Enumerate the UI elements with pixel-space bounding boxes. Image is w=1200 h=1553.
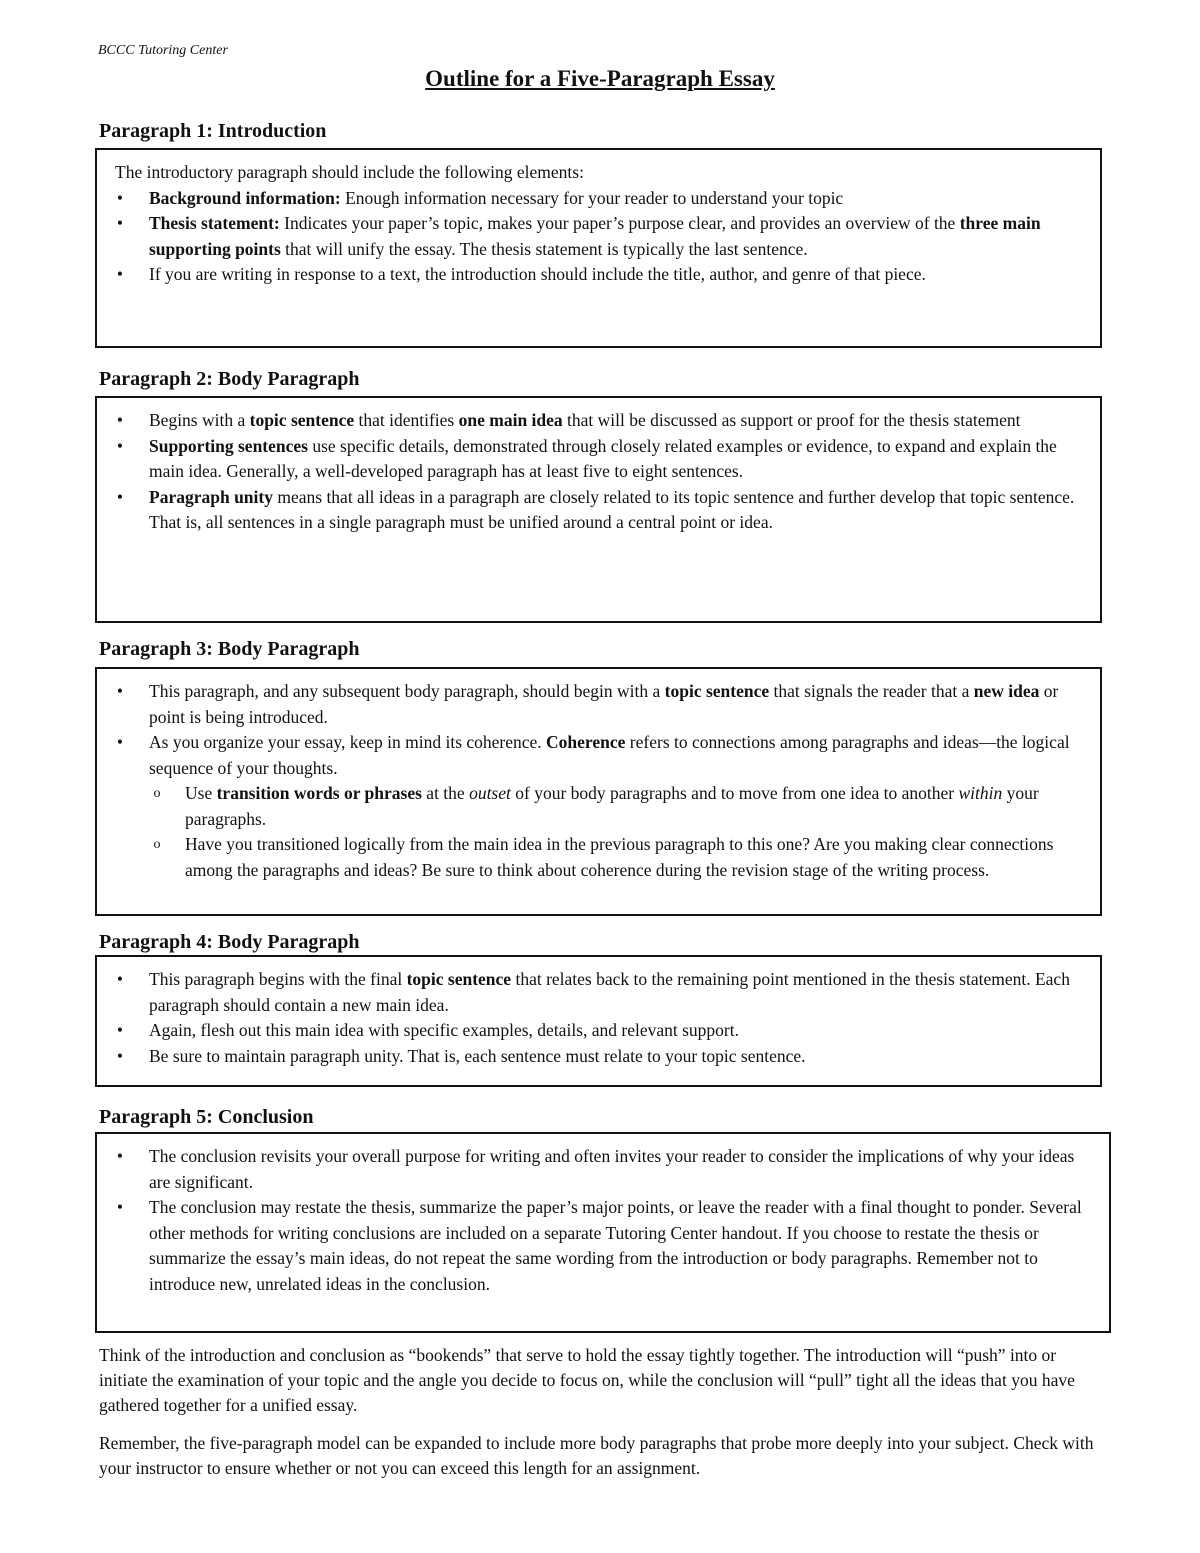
list-item bbox=[115, 1018, 1086, 1044]
bold-text: one main idea bbox=[458, 410, 563, 430]
bold-text: Coherence bbox=[546, 732, 626, 752]
text: The conclusion may restate the thesis, summarize the paper’s major points, or leave the reader with a final thought to ponder. Several other methods for writing conclusions are included on a separate Tutoring Center handout. If you choose to restate the thesis or summarize the essay’s main ideas, do not repeat the same wording from the introduction or body paragraphs. Remember not to introduce new, unrelated ideas in the conclusion. bbox=[149, 1197, 1082, 1294]
bold-text: Background information: bbox=[149, 187, 341, 208]
list-item bbox=[115, 1195, 1095, 1297]
text: your paragraphs. bbox=[185, 783, 1039, 829]
sub-list-item bbox=[115, 781, 1086, 832]
list-item bbox=[115, 186, 1086, 212]
bullet-icon: • bbox=[116, 486, 124, 507]
text: of your body paragraphs and to move from one idea to another bbox=[510, 783, 959, 803]
section-box-introduction bbox=[95, 148, 1102, 348]
bullet-list bbox=[115, 408, 1086, 536]
text: Indicates your paper’s topic, makes your paper’s purpose clear, and provides an overview of the bbox=[279, 213, 960, 233]
text: Be sure to maintain paragraph unity. That is, each sentence must relate to your topic sentence. bbox=[149, 1045, 806, 1066]
bold-text: Paragraph unity bbox=[149, 486, 273, 507]
list-item bbox=[115, 679, 1086, 730]
text: that will be discussed as support or proof for the thesis statement bbox=[562, 410, 1021, 430]
bullet-icon: • bbox=[116, 1197, 124, 1217]
bold-text: topic sentence bbox=[249, 410, 355, 430]
bold-text: topic sentence bbox=[406, 969, 512, 989]
text: or point is being introduced. bbox=[149, 681, 1059, 727]
bullet-list bbox=[115, 1144, 1095, 1297]
section-heading-body-1: Paragraph 2: Body Paragraph bbox=[99, 368, 360, 390]
bullet-icon: • bbox=[116, 1020, 124, 1040]
bullet-icon: • bbox=[116, 187, 124, 208]
text: This paragraph begins with the final bbox=[149, 969, 407, 989]
text: means that all ideas in a paragraph are closely related to its topic sentence and further develop that topic sentence. That is, all sentences in a single paragraph must be unified around a central point or idea. bbox=[149, 486, 1075, 532]
circle-bullet-icon: o bbox=[153, 837, 161, 852]
text: The conclusion revisits your overall purpose for writing and often invites your reader to consider the implications of why your ideas are significant. bbox=[149, 1146, 1075, 1192]
text: that relates back to the remaining point mentioned in the thesis statement. Each paragraph should contain a new main idea. bbox=[149, 969, 1070, 1015]
bold-text: new idea bbox=[973, 681, 1040, 701]
closing-paragraph-expansion: Remember, the five-paragraph model can be expanded to include more body paragraphs that probe more deeply into your subject. Check with your instructor to ensure whether or not you can exceed this length for an assignment. bbox=[99, 1433, 1094, 1478]
bullet-icon: • bbox=[116, 969, 124, 989]
bold-text: Supporting sentences bbox=[149, 435, 308, 456]
text: This paragraph, and any subsequent body paragraph, should begin with a bbox=[149, 681, 665, 701]
bold-text: Thesis statement: bbox=[149, 213, 280, 233]
section-box-body-1 bbox=[95, 396, 1102, 623]
section-heading-introduction: Paragraph 1: Introduction bbox=[99, 120, 327, 142]
text: that will unify the essay. The thesis statement is typically the last sentence. bbox=[280, 238, 808, 259]
section-box-body-3 bbox=[95, 955, 1102, 1087]
section-intro-text: The introductory paragraph should include the following elements: bbox=[115, 162, 584, 182]
section-heading-body-3: Paragraph 4: Body Paragraph bbox=[99, 931, 360, 953]
header-note: BCCC Tutoring Center bbox=[98, 43, 228, 58]
section-heading-conclusion: Paragraph 5: Conclusion bbox=[99, 1106, 314, 1128]
text: use specific details, demonstrated through closely related examples or evidence, to expand and explain the main idea. Generally, a well-developed paragraph has at least five to eight sentences. bbox=[149, 435, 1057, 481]
bold-text: transition words or phrases bbox=[216, 783, 422, 803]
text: Have you transitioned logically from the main idea in the previous paragraph to this one? Are you making clear connections among the paragraphs and ideas? Be sure to think about coherence during the revision stage of the writing process. bbox=[185, 834, 1054, 880]
text: refers to connections among paragraphs and ideas—the logical sequence of your thoughts. bbox=[149, 732, 1070, 778]
list-item bbox=[115, 1144, 1095, 1195]
bullet-list bbox=[115, 967, 1086, 1069]
text: at the bbox=[421, 783, 470, 803]
bullet-icon: • bbox=[116, 1045, 124, 1066]
list-item bbox=[115, 967, 1086, 1018]
italic-text: within bbox=[958, 783, 1003, 803]
bullet-list bbox=[115, 679, 1086, 883]
bullet-icon: • bbox=[116, 264, 124, 284]
bullet-icon: • bbox=[116, 1146, 124, 1166]
bullet-icon: • bbox=[116, 410, 124, 430]
list-item bbox=[115, 485, 1086, 536]
bold-text: topic sentence bbox=[664, 681, 770, 701]
list-item bbox=[115, 1044, 1086, 1070]
bullet-list bbox=[115, 186, 1086, 288]
closing-paragraph-bookends: Think of the introduction and conclusion as “bookends” that serve to hold the essay tightly together. The introduction will “push” into or initiate the examination of your topic and the angle you decide to focus on, while the conclusion will “pull” tight all the ideas that you have gathered together for a unified essay. bbox=[99, 1345, 1075, 1415]
bullet-icon: • bbox=[116, 681, 124, 701]
text: that identifies bbox=[354, 410, 459, 430]
sub-list-item bbox=[115, 832, 1086, 883]
list-item bbox=[115, 262, 1086, 288]
text: Again, flesh out this main idea with specific examples, details, and relevant support. bbox=[149, 1020, 739, 1040]
text: Use bbox=[185, 783, 217, 803]
text: If you are writing in response to a text, the introduction should include the title, author, and genre of that piece. bbox=[149, 264, 926, 284]
list-item bbox=[115, 211, 1086, 262]
section-heading-body-2: Paragraph 3: Body Paragraph bbox=[99, 638, 360, 660]
bullet-icon: • bbox=[116, 435, 124, 456]
list-item bbox=[115, 730, 1086, 781]
section-box-conclusion bbox=[95, 1132, 1111, 1333]
bullet-icon: • bbox=[116, 213, 124, 233]
bold-text: three main supporting points bbox=[149, 213, 1041, 259]
text: that signals the reader that a bbox=[769, 681, 974, 701]
text: As you organize your essay, keep in mind its coherence. bbox=[149, 732, 547, 752]
list-item bbox=[115, 408, 1086, 434]
list-item bbox=[115, 434, 1086, 485]
bullet-icon: • bbox=[116, 732, 124, 752]
italic-text: outset bbox=[469, 783, 511, 803]
circle-bullet-icon: o bbox=[153, 786, 161, 801]
text: Enough information necessary for your reader to understand your topic bbox=[340, 187, 844, 208]
document-title: Outline for a Five-Paragraph Essay bbox=[425, 66, 775, 91]
text: Begins with a bbox=[149, 410, 250, 430]
section-box-body-2 bbox=[95, 667, 1102, 916]
